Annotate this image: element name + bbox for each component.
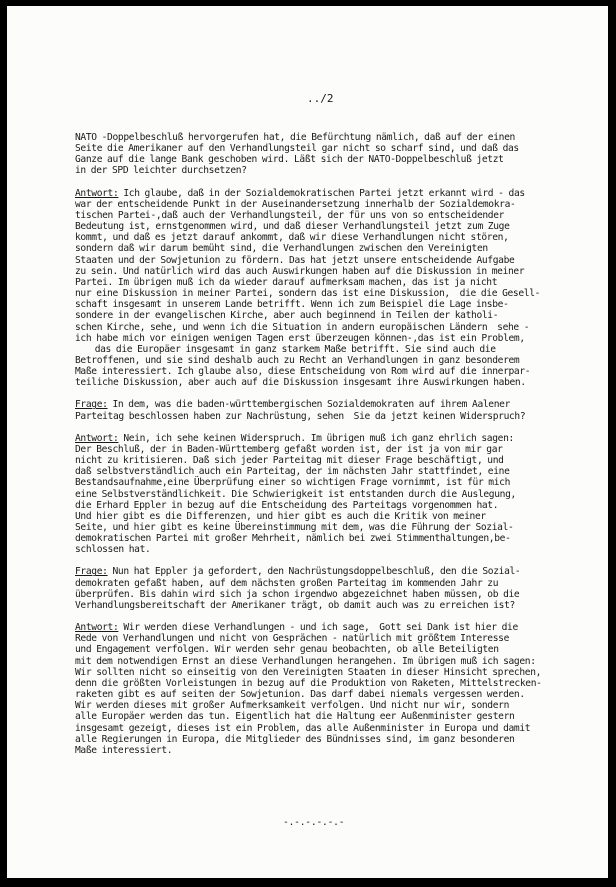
line-text: Staaten und der Sowjetunion zu fördern. Das hat jetzt unsere entscheidende Aufgabe xyxy=(75,254,515,266)
text-line xyxy=(75,522,575,533)
line-text: schlossen hat. xyxy=(75,544,151,556)
text-line xyxy=(75,266,575,277)
speaker-label: Antwort: xyxy=(75,187,119,199)
line-text: Betroffenen, und sie sind deshalb auch zu Recht an Verhandlungen in ganz besonderem xyxy=(75,354,520,366)
text-line xyxy=(75,232,575,243)
text-line xyxy=(75,444,575,455)
text-line xyxy=(75,188,575,199)
text-line xyxy=(75,477,575,488)
text-line xyxy=(75,299,575,310)
text-line xyxy=(75,633,575,644)
text-line xyxy=(75,210,575,221)
line-text: alle Europäer werden das tun. Eigentlich hat die Haltung eer Außenminister gestern xyxy=(75,711,515,723)
text-line xyxy=(75,533,575,544)
line-text: Seite, und hier gibt es keine Übereinstimmung mit dem, was die Führung der Sozial- xyxy=(75,522,514,533)
text-line xyxy=(75,322,575,333)
line-text: Ganze auf die lange Bank geschoben wird. Läßt sich der NATO-Doppelbeschluß jetzt xyxy=(75,154,504,166)
text-line xyxy=(75,399,575,410)
line-text: Wir werden dieses mit großer Aufmerksamkeit verfolgen. Und nicht nur wir, sondern xyxy=(75,700,510,712)
line-text: raketen gibt es auf seiten der Sowjetunion. Das darf dabei niemals vergessen werden. xyxy=(75,689,525,701)
text-line xyxy=(75,711,575,722)
line-text: Maße interessiert. Ich glaube also, diese Entscheidung von Rom wird auf die innerpar- xyxy=(75,366,531,378)
line-text: zu sein. Und natürlich wird das auch Auswirkungen haben auf die Diskussion in meiner xyxy=(75,265,525,277)
text-line xyxy=(75,700,575,711)
text-line xyxy=(75,366,575,377)
line-text: demokraten gefaßt haben, auf dem nächsten großen Parteitag im kommenden Jahr zu xyxy=(75,577,499,589)
text-line xyxy=(75,689,575,700)
text-line xyxy=(75,255,575,266)
text-line xyxy=(75,199,575,210)
line-text: Wir sollten nicht so einseitig von den Vereinigten Staaten in dieser Hinsicht sprechen, xyxy=(75,666,542,678)
text-line xyxy=(75,745,575,756)
text-line xyxy=(75,221,575,232)
speaker-label: Antwort: xyxy=(75,622,119,634)
line-text: teiliche Diskussion, aber auch auf die Diskussion insgesamt ihre Auswirkungen haben. xyxy=(75,377,526,389)
line-text: kommt, und daß es jetzt darauf ankommt, daß wir diese Verhandlungen nicht stören, xyxy=(75,232,509,244)
speaker-label: Antwort: xyxy=(75,432,119,444)
text-line xyxy=(75,455,575,466)
document-body xyxy=(75,132,575,767)
line-text: Rede von Verhandlungen und nicht von Gesprächen - natürlich mit größtem Interesse xyxy=(75,633,510,645)
line-text: tischen Partei-,daß auch der Verhandlungsteil, der für uns von so entscheidender xyxy=(75,209,505,221)
text-line xyxy=(75,433,575,444)
text-line xyxy=(75,589,575,600)
line-text: und Engagement verfolgen. Wir werden sehr genau beobachten, ob alle Beteiligten xyxy=(75,644,499,656)
text-line xyxy=(75,578,575,589)
text-line xyxy=(75,277,575,288)
line-text: Bedeutung ist, ernstgenommen wird, und daß dieser Verhandlungsteil jetzt zum Zuge xyxy=(75,221,510,233)
line-text: NATO -Doppelbeschluß hervorgerufen hat, die Befürchtung nämlich, daß auf der einen xyxy=(75,132,515,143)
line-text: das die Europäer insgesamt in ganz starkem Maße betrifft. Sie sind auch die xyxy=(75,343,496,355)
speaker-label: Frage: xyxy=(75,399,108,411)
line-text: nicht zu kritisieren. Daß sich jeder Parteitag mit dieser Frage beschäftigt, und xyxy=(75,455,504,467)
speaker-label: Frage: xyxy=(75,566,108,578)
line-text: daß selbstverständlich auch ein Parteitag, der im nächsten Jahr stattfindet, eine xyxy=(75,466,510,478)
text-line xyxy=(75,500,575,511)
text-line xyxy=(75,411,575,422)
line-text: denn die größten Vorleistungen in bezug auf die Produktion von Raketen, Mittelstrecken- xyxy=(75,677,542,689)
line-text: ich habe mich vor einigen wenigen Tagen erst überzeugen können-,das ist ein Problem, xyxy=(75,332,525,344)
line-text: Ich glaube, daß in der Sozialdemokratischen Partei jetzt erkannt wird - das xyxy=(118,187,525,199)
text-line xyxy=(75,344,575,355)
line-text: Verhandlungsbereitschaft der Amerikaner trägt, ob damit auch was zu erreichen ist? xyxy=(75,599,515,611)
line-text: überprüfen. Bis dahin wird sich ja schon irgendwo abgezeichnet haben müssen, ob die xyxy=(75,588,520,600)
line-text: die Erhard Eppler in bezug auf die Entscheidung des Parteitags vorgenommen hat. xyxy=(75,499,499,511)
line-text: war der entscheidende Punkt in der Auseinandersetzung innerhalb der Sozialdemokra- xyxy=(75,198,516,210)
text-line xyxy=(75,132,575,143)
text-line xyxy=(75,355,575,366)
text-line xyxy=(75,165,575,176)
line-text: Nein, ich sehe keinen Widerspruch. Im übrigen muß ich ganz ehrlich sagen: xyxy=(118,432,514,444)
text-line xyxy=(75,734,575,745)
line-text: Bestandsaufnahme,eine Überprüfung einer so wichtigen Frage vornimmt, ist für mich xyxy=(75,477,511,489)
text-line xyxy=(75,243,575,254)
line-text: sondere in der evangelischen Kirche, aber auch beginnend in Teilen der katholi- xyxy=(75,310,499,322)
text-line xyxy=(75,489,575,500)
line-text: schaft insgesamt in unserem Lande betrifft. Wenn ich zum Beispiel die Lage insbe- xyxy=(75,299,509,311)
line-text: eine Selbstverständlichkeit. Die Schwierigkeit ist entstanden durch die Auslegung, xyxy=(75,488,516,500)
paragraph xyxy=(75,433,575,556)
line-text: nur eine Diskussion in meiner Partei, sondern das ist eine Diskussion, die die Gesell- xyxy=(75,288,541,300)
text-line xyxy=(75,544,575,555)
line-text: insgesamt gezeigt, dieses ist ein Problem, das alle Außenminister in Europa und damit xyxy=(75,722,531,734)
text-line xyxy=(75,466,575,477)
text-line xyxy=(75,656,575,667)
paragraph xyxy=(75,188,575,389)
line-text: In dem, was die baden-württembergischen Sozialdemokraten auf ihrem Aalener xyxy=(107,399,511,411)
line-text: Seite die Amerikaner auf den Verhandlungsteil gar nicht so scharf sind, und daß das xyxy=(75,143,519,155)
line-text: Nun hat Eppler ja gefordert, den Nachrüstungsdoppelbeschluß, den die Sozial- xyxy=(107,566,521,578)
line-text: Wir werden diese Verhandlungen - und ich sage, Gott sei Dank ist hier die xyxy=(118,622,518,634)
text-line xyxy=(75,644,575,655)
text-line xyxy=(75,288,575,299)
paragraph xyxy=(75,622,575,756)
line-text: schen Kirche, sehe, und wenn ich die Situation in andern europäischen Ländern sehe - xyxy=(75,321,530,333)
text-line xyxy=(75,723,575,734)
text-line xyxy=(75,678,575,689)
line-text: Parteitag beschlossen haben zur Nachrüstung, sehen Sie da jetzt keinen Widerspruch? xyxy=(75,410,526,422)
line-text: alle Regierungen in Europa, die Mitglieder des Bündnisses sind, im ganz besonderen xyxy=(75,733,515,745)
text-line xyxy=(75,377,575,388)
end-mark: -.-.-.-.-.- xyxy=(283,817,345,828)
text-line xyxy=(75,622,575,633)
text-line xyxy=(75,667,575,678)
text-line xyxy=(75,600,575,611)
line-text: Maße interessiert. xyxy=(75,744,173,756)
document-page xyxy=(7,6,608,878)
text-line xyxy=(75,566,575,577)
paragraph xyxy=(75,399,575,421)
line-text: in der SPD leichter durchsetzen? xyxy=(75,165,247,177)
paragraph xyxy=(75,132,575,177)
paragraph xyxy=(75,566,575,611)
text-line xyxy=(75,154,575,165)
text-line xyxy=(75,333,575,344)
text-line xyxy=(75,310,575,321)
line-text: Der Beschluß, der in Baden-Württemberg gefaßt worden ist, der ist ja von mir gar xyxy=(75,443,503,455)
line-text: Partei. Im übrigen muß ich da wieder darauf aufmerksam machen, das ist ja nicht xyxy=(75,276,498,288)
line-text: mit dem notwendigen Ernst an diese Verhandlungen herangehen. Im übrigen muß ich sagen: xyxy=(75,655,536,667)
page-number: ../2 xyxy=(307,92,334,105)
text-line xyxy=(75,511,575,522)
text-line xyxy=(75,143,575,154)
line-text: demokratischen Partei mit großer Mehrheit, nämlich bei zwei Stimmenthaltungen,be- xyxy=(75,533,511,545)
line-text: sondern daß wir darum bemüht sind, die Verhandlungen zwischen den Vereinigten xyxy=(75,243,488,255)
line-text: Und hier gibt es die Differenzen, und hier gibt es auch die Kritik von meiner xyxy=(75,510,486,522)
